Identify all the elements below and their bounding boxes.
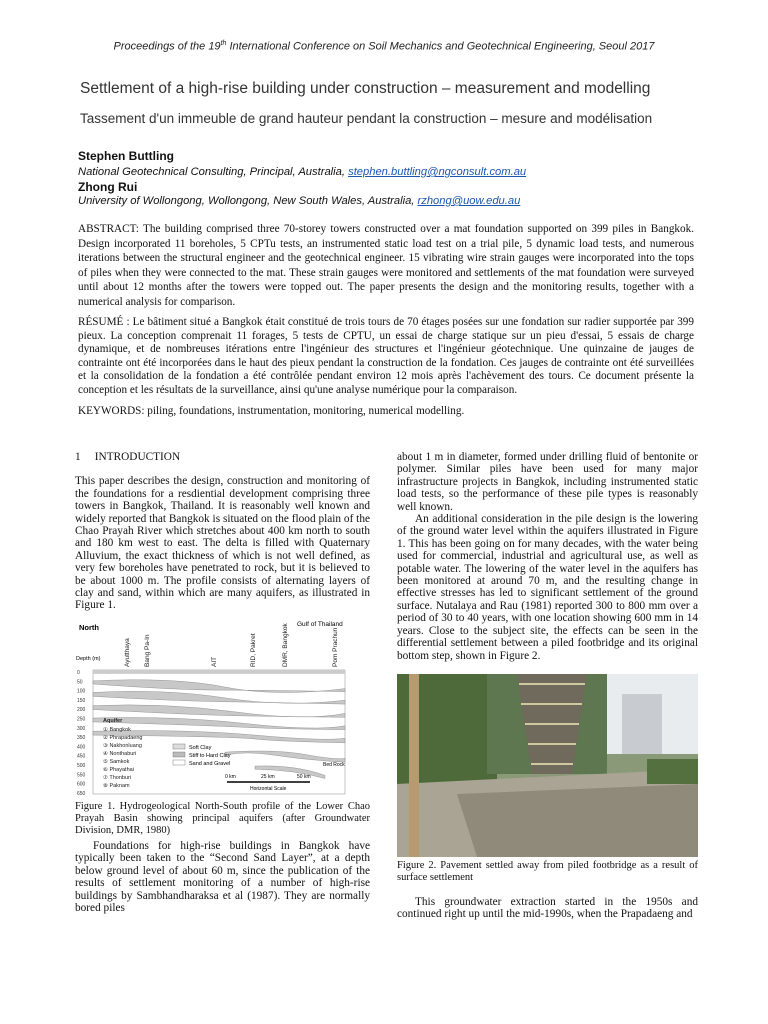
author-affiliation: National Geotechnical Consulting, Principal, Australia, stephen.buttling@ngconsult.com.au (78, 166, 527, 178)
author-name: Zhong Rui (78, 180, 138, 194)
svg-text:① Bangkok: ① Bangkok (103, 726, 131, 733)
svg-text:100: 100 (77, 688, 86, 695)
svg-text:50: 50 (77, 679, 83, 686)
paragraph: This paper describes the design, construction and monitoring of the foundations for a resdiential development comprising three towers in Bangkok, Thailand. It is reasonably well known and widely reported that Bangkok is situated on the flood plain of the Chao Prayah River which stretches about 400 km north to south and 180 km west to east. The delta is filled with Quaternary Alluvium, the exact thickness of which is not well defined, as very few boreholes have penetrated to rock, but it is believed to be about 1000 m. The profile consists of alternating layers of clay and sand, within which are many aquifers, as illustrated in Figure 1. (75, 475, 370, 612)
location-label: Pom Prachun (332, 627, 339, 667)
paper-title-french: Tassement d'un immeuble de grand hauteur pendant la construction – mesure and modélisation (80, 111, 653, 126)
svg-text:500: 500 (77, 762, 86, 769)
svg-text:⑤ Samkok: ⑤ Samkok (103, 758, 130, 765)
left-column (75, 451, 370, 914)
paragraph: about 1 m in diameter, formed under drilling fluid of bentonite or polymer. Similar piles have been used for many major infrastructure projects in Bangkok, including instrumented static load tests, so the performance of these pile types is reasonably well known. (397, 451, 698, 513)
depth-axis (77, 670, 86, 797)
svg-text:600: 600 (77, 781, 86, 788)
paragraph: This groundwater extraction started in the 1950s and continued right up until the mid-1990s, when the Prapadaeng and (397, 895, 698, 921)
location-label: Bang Pa-In (144, 634, 151, 667)
svg-text:150: 150 (77, 697, 86, 704)
author-email-link[interactable]: rzhong@uow.edu.au (417, 195, 521, 207)
right-column (397, 451, 698, 921)
svg-text:25 km: 25 km (261, 773, 275, 780)
paper-title: Settlement of a high-rise building under construction – measurement and modelling (80, 80, 651, 97)
svg-text:50 km: 50 km (297, 773, 311, 780)
proceedings-header: Proceedings of the 19th International Conference on Soil Mechanics and Geotechnical Engineering, Seoul 2017 (113, 40, 655, 53)
svg-text:Stiff to Hard Clay: Stiff to Hard Clay (189, 752, 231, 759)
section-heading: 1 INTRODUCTION (75, 451, 181, 463)
gulf-label: Gulf of Thailand (297, 620, 343, 628)
svg-text:Soft Clay: Soft Clay (189, 744, 212, 751)
location-label: DMR, Bangkok (282, 623, 289, 667)
location-label: Ayutthaya (124, 638, 131, 667)
svg-text:④ Nonthaburi: ④ Nonthaburi (103, 750, 137, 757)
svg-text:350: 350 (77, 734, 86, 741)
svg-text:Horizontal Scale: Horizontal Scale (250, 785, 287, 792)
svg-text:⑧ Paknam: ⑧ Paknam (103, 782, 130, 789)
figure-1-hydrogeological-profile (75, 618, 370, 798)
svg-text:400: 400 (77, 744, 86, 751)
svg-text:650: 650 (77, 790, 86, 797)
north-label: North (79, 622, 99, 632)
svg-text:⑦ Thonburi: ⑦ Thonburi (103, 774, 132, 781)
svg-text:300: 300 (77, 725, 86, 732)
svg-text:② Phrapadaeng: ② Phrapadaeng (103, 734, 143, 741)
paragraph: An additional consideration in the pile design is the lowering of the ground water level within the aquifers illustrated in Figure 1. This has been going on for many decades, with the water being used for commercial, industrial and agricultural use, as well as potable water. The lowering of the water level in the aquifers has been monitored at around 70 m, and the resulting change in effective stresses has led to significant settlement of the ground surface. Nutalaya and Rau (1981) reported 300 to 800 mm over a period of 30 to 40 years, with one location showing 600 mm in 14 years. Close to the subject site, the effects can be seen in the differential settlement between a piled footbridge and its original bottom step, shown in Figure 2. (397, 513, 698, 662)
author-affiliation: University of Wollongong, Wollongong, New South Wales, Australia, rzhong@uow.edu.au (78, 195, 521, 207)
abstract-block (78, 222, 694, 418)
author-email-link[interactable]: stephen.buttling@ngconsult.com.au (348, 166, 527, 178)
svg-text:200: 200 (77, 707, 86, 714)
svg-text:Sand and Gravel: Sand and Gravel (189, 760, 231, 767)
resume: RÉSUMÉ : Le bâtiment situé a Bangkok était constitué de trois tours de 70 étages posées sur une fondation sur radier supportée par 399 pieux. La conception comprenait 11 forages, 5 tests de CPTU, un essai de charge statique sur un pieu d'essai, 5 essais de charge dynamique, et de nombreuses itérations entre l'ingénieur des structures et l'ingénieur géotechnique. Une quinzaine de jauges de contrainte ont été incorporées dans le haut des pieux pendant la construction de la fondation. Ces jauges de contrainte ont été surveillées et la consolidation de la fondation a été contrôlée pendant environ 12 mois après l'achèvement des tours. Ce document présente la conception et les résultats de la surveillance, ainsi qu'une analyse numérique pour la comparaison. (78, 316, 694, 396)
author-name: Stephen Buttling (78, 149, 174, 163)
bedrock-label: Bed Rock (323, 761, 345, 768)
figure-2-footbridge-photo (397, 674, 698, 857)
svg-text:③ Nakhonluang: ③ Nakhonluang (103, 742, 142, 749)
depth-label: Depth (m) (76, 655, 101, 662)
svg-text:550: 550 (77, 772, 86, 779)
location-label: RID, Pakret (250, 633, 257, 667)
svg-text:⑥ Phayathai: ⑥ Phayathai (103, 766, 134, 773)
figure-2-caption: Figure 2. Pavement settled away from piled footbridge as a result of surface settlement (397, 859, 698, 883)
keywords: KEYWORDS: piling, foundations, instrumentation, monitoring, numerical modelling. (78, 404, 465, 417)
svg-text:0 km: 0 km (225, 773, 236, 780)
svg-text:450: 450 (77, 753, 86, 760)
figure-1-caption: Figure 1. Hydrogeological North-South profile of the Lower Chao Prayah Basin showing principal aquifers (after Groundwater Division, DMR, 1980) (75, 800, 370, 836)
svg-text:Aquifer: Aquifer (103, 717, 123, 724)
paragraph: Foundations for high-rise buildings in Bangkok have typically been taken to the “Second Sand Layer”, at a depth below ground level of about 60 m, since the publication of the results of settlement monitoring of a number of high-rise buildings by Sambhandharaksa et al (1987). They are normally bored piles (75, 839, 370, 914)
svg-text:250: 250 (77, 716, 86, 723)
abstract: ABSTRACT: The building comprised three 70-storey towers constructed over a mat foundation supported on 399 piles in Bangkok. Design incorporated 11 boreholes, 5 CPTu tests, an instrumented static load test on a trial pile, 5 dynamic load tests, and numerous iterations between the structural engineer and the geotechnical engineer. 15 vibrating wire strain gauges were incorporated into the tops of piles when they were connected to the mat. These strain gauges were monitored and settlements of the mat foundation were surveyed until about 12 months after the towers were topped out. The paper presents the design and the monitoring results, together with a numerical analysis for comparison. (78, 223, 694, 308)
svg-text:0: 0 (77, 669, 80, 676)
location-label: AIT (211, 656, 218, 667)
